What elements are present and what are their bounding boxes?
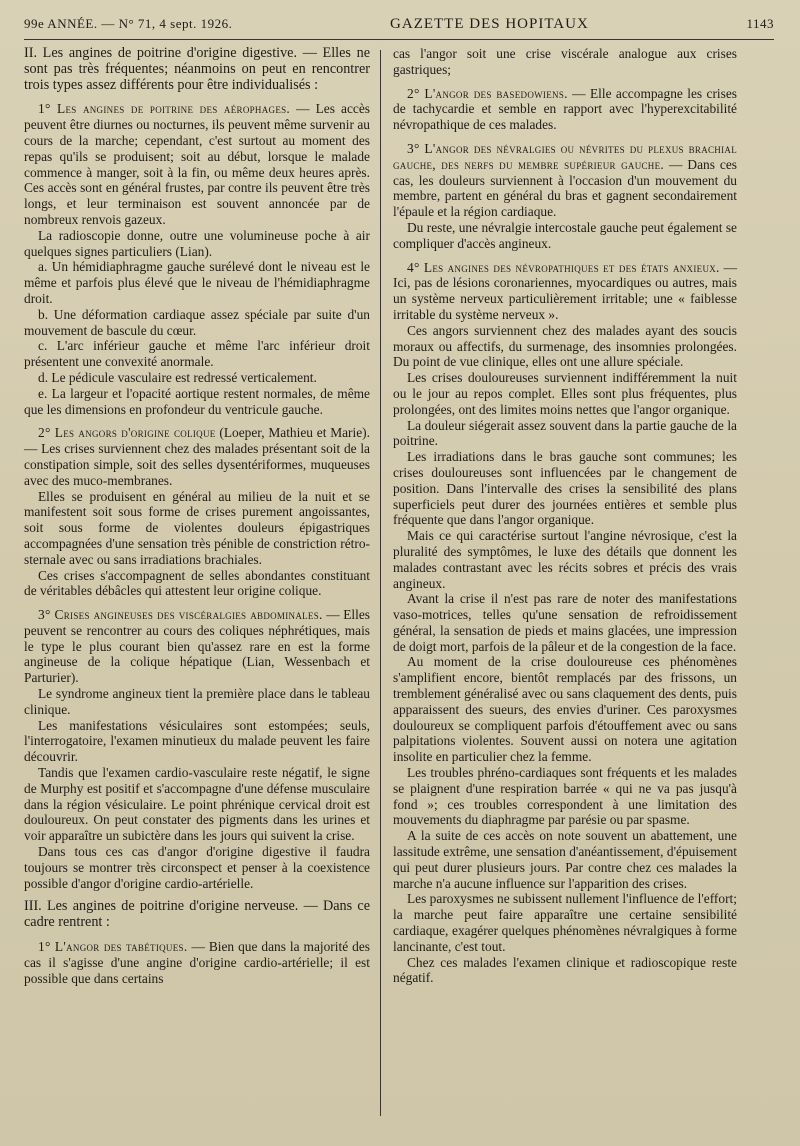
paragraph-text: Elles se produisent en général au milieu de la nuit et se manifestent soit sous forme de crises purement angoissantes, soit sous forme de violentes douleurs épigastriques accompagnées d'une sensation très pénible de constriction rétro-sternale avec ou sans irradiations brachiales. <box>24 488 370 567</box>
left-column <box>24 46 380 1116</box>
section-lead: 4° Les angines des névropathiques et des états anxieux. <box>407 259 720 275</box>
paragraph <box>393 591 737 654</box>
paragraph-text: — Elles peuvent se rencontrer au cours des coliques néphrétiques, mais le type le plus courant bien qu'assez rare en est la forme angineuse de la colique hépatique (Lian, Wessenbach et Parturier). <box>24 607 370 686</box>
paragraph <box>393 765 737 828</box>
paragraph-text: Tandis que l'examen cardio-vasculaire reste négatif, le signe de Murphy est positif et s'accompagne d'une défense musculaire dans la région vésiculaire. Le point phrénique cervical droit est douloureux. On peut constater des pigments dans les urines et voir apparaître un subictère dans les jours qui suivent la crise. <box>24 765 370 844</box>
paragraph <box>393 323 737 370</box>
paragraph <box>24 307 370 339</box>
journal-title: GAZETTE DES HOPITAUX <box>390 16 589 32</box>
paragraph <box>393 141 737 220</box>
paragraph <box>393 528 737 591</box>
section-lead: 1° L'angor des tabétiques. <box>38 939 188 955</box>
paragraph <box>24 386 370 418</box>
section-lead: 3° L'angor des névralgies ou névrites du plexus brachial gauche, des nerfs du membre supérieur gauche. <box>393 140 737 172</box>
paragraph <box>24 765 370 844</box>
paragraph <box>24 101 370 227</box>
paragraph-text: III. Les angines de poitrine d'origine nerveuse. — Dans ce cadre rentrent : <box>24 898 370 931</box>
paragraph-text: Ces angors surviennent chez des malades ayant des soucis moraux ou affectifs, du surmenage, des insomnies prolongées. Du point de vue clinique, elles ont une allure spéciale. <box>393 322 737 370</box>
paragraph <box>24 939 370 986</box>
paragraph-text: Les troubles phréno-cardiaques sont fréquents et les malades se plaignent d'une respiration barrée « qui ne va pas jusqu'à fond »; ces troubles correspondent à une limitation des mouvements du diaphragme par parésie ou par spasme. <box>393 765 737 828</box>
paragraph-text: c. L'arc inférieur gauche et même l'arc inférieur droit présentent une convexité anormale. <box>24 338 370 370</box>
section-lead: 1° Les angines de poitrine des aérophages. <box>38 101 291 117</box>
paragraph-text: Les manifestations vésiculaires sont estompées; seuls, l'interrogatoire, l'examen minutieux du malade peuvent les faire découvrir. <box>24 717 370 765</box>
paragraph-text: Les irradiations dans le bras gauche sont communes; les crises douloureuses sont influencées par le changement de position. Dans l'intervalle des crises la sensibilité des plans superficiels peut durer des journées entières et semble plus fréquente que dans l'angor organique. <box>393 449 737 528</box>
paragraph-text: Chez ces malades l'examen clinique et radioscopique reste négatif. <box>393 954 737 986</box>
paragraph-text: Les paroxysmes ne subissent nullement l'influence de l'effort; la marche peut faire apparaître une certaine sensibilité cardiaque, exagérer quelques phénomènes névralgiques à forme lancinante, c'est tout. <box>393 891 737 954</box>
text-columns <box>24 46 774 1116</box>
paragraph <box>24 844 370 891</box>
paragraph-text: cas l'angor soit une crise viscérale analogue aux crises gastriques; <box>393 46 737 77</box>
paragraph-text: — Elle accompagne les crises de tachycardie et semble en rapport avec l'hyperexcitabilité névropathique de ces malades. <box>393 85 737 133</box>
paragraph <box>24 46 370 93</box>
paragraph-text: Avant la crise il n'est pas rare de noter des manifestations vaso-motrices, telles qu'une sensation de refroidissement général, la sensation de pieds et mains glacées, une impression de doigt mort, parfois de la pâleur et de la congestion de la face. <box>393 591 737 654</box>
paragraph-text: Les crises douloureuses surviennent indifféremment la nuit ou le jour au repos complet. Elles sont plus fréquentes, plus prolongées, ont des limites moins nettes que l'angor organique. <box>393 370 737 417</box>
paragraph-text: — Bien que dans la majorité des cas il s'agisse d'une angine d'origine cardio-artérielle; il est possible que dans certains <box>24 939 370 986</box>
paragraph <box>393 260 737 323</box>
paragraph <box>24 568 370 600</box>
paragraph-text: — Dans ces cas, les douleurs surviennent à l'occasion d'un mouvement du membre, partent en général du bras et gagnent secondairement l'épaule et la région cardiaque. <box>393 156 737 220</box>
paragraph-text: La douleur siégerait assez souvent dans la partie gauche de la poitrine. <box>393 417 737 449</box>
paragraph-text: Ces crises s'accompagnent de selles abondantes constituant de véritables débâcles qui attestent leur origine colique. <box>24 567 370 599</box>
paragraph <box>24 370 370 386</box>
paragraph <box>393 220 737 252</box>
paragraph <box>393 46 737 78</box>
paragraph-text: Au moment de la crise douloureuse ces phénomènes s'amplifient encore, bientôt remplacés par des frissons, un tremblement généralisé avec ou sans claquement des dents, puis apparaissent des sueurs, des envies d'uriner. Ces paroxysmes douloureux se compliquent parfois d'étouffement avec ou sans palpitations violentes. Souvent aussi on notera une agitation insolite en particulier chez la femme. <box>393 654 737 765</box>
paragraph-text: La radioscopie donne, outre une volumineuse poche à air quelques signes particuliers (Lian). <box>24 227 370 259</box>
paragraph <box>24 425 370 488</box>
paragraph <box>393 654 737 765</box>
paragraph <box>393 449 737 528</box>
section-lead: 2° L'angor des basedowiens. <box>407 85 568 101</box>
paragraph-text: (Loeper, Mathieu et Marie). — Les crises surviennent chez des malades présentant soit de la constipation simple, soit des selles dysentériformes, muqueuses avec des muco-membranes. <box>24 425 370 488</box>
paragraph <box>24 338 370 370</box>
paragraph <box>24 607 370 686</box>
section-lead: 2° Les angors d'origine colique <box>38 425 216 441</box>
issue-info: 99e ANNÉE. — N° 71, 4 sept. 1926. <box>24 16 233 31</box>
paragraph <box>24 718 370 765</box>
paragraph <box>24 899 370 931</box>
paragraph <box>393 891 737 954</box>
paragraph <box>393 828 737 891</box>
section-lead: 3° Crises angineuses des viscéralgies abdominales. <box>38 607 323 623</box>
paragraph-text: Dans tous ces cas d'angor d'origine digestive il faudra toujours se montrer très circonspect et penser à la coexistence possible d'angor d'origine cardio-artérielle. <box>24 844 370 891</box>
running-header <box>24 16 774 40</box>
paragraph <box>393 955 737 987</box>
paragraph-text: Du reste, une névralgie intercostale gauche peut également se compliquer d'accès angineux. <box>393 219 737 251</box>
paragraph <box>24 686 370 718</box>
page-number: 1143 <box>746 16 774 31</box>
paragraph <box>393 418 737 450</box>
paragraph <box>24 259 370 306</box>
paragraph-text: b. Une déformation cardiaque assez spéciale par suite d'un mouvement de bascule du cœur. <box>24 306 370 338</box>
paragraph-text: — Ici, pas de lésions coronariennes, myocardiques ou autres, mais un système nerveux particulièrement irritable; une « faiblesse irritable du système nerveux ». <box>393 259 737 322</box>
paragraph-text: d. Le pédicule vasculaire est redressé verticalement. <box>38 369 317 385</box>
paragraph <box>24 228 370 260</box>
right-column <box>381 46 737 1116</box>
paragraph <box>393 370 737 417</box>
paragraph-text: II. Les angines de poitrine d'origine digestive. — Elles ne sont pas très fréquentes; néanmoins on peut en rencontrer trois types assez différents pour être individualisés : <box>24 45 370 93</box>
paragraph <box>24 489 370 568</box>
paragraph-text: a. Un hémidiaphragme gauche surélevé dont le niveau est le même et parfois plus élevé que le niveau de l'hémidiaphragme droit. <box>24 259 370 306</box>
paragraph-text: Le syndrome angineux tient la première place dans le tableau clinique. <box>24 686 370 717</box>
paragraph-text: Mais ce qui caractérise surtout l'angine névrosique, c'est la pluralité des symptômes, le luxe des détails que donnent les malades contrastant avec les récits sobres et précis des vrais angineux. <box>393 528 737 591</box>
paragraph <box>393 86 737 133</box>
paragraph-text: A la suite de ces accès on note souvent un abattement, une lassitude extrême, une sensation d'anéantissement, d'épuisement qui peut durer plusieurs jours. Par contre chez ces malades la marche n'a aucune influence sur l'apparition des crises. <box>393 828 737 891</box>
paragraph-text: — Les accès peuvent être diurnes ou nocturnes, ils peuvent même survenir au cours de la marche; cependant, c'est surtout au moment des repas qu'ils se produisent; soit au début, lorsque le malade commence à manger, soit à la fin, ou même deux heures après. Ces accès sont en général frustes, par contre ils peuvent être très longs, et leur terminaison est souvent annoncée par de nombreux renvois gazeux. <box>24 101 370 227</box>
paragraph-text: e. La largeur et l'opacité aortique restent normales, de même que les dimensions en profondeur du ventricule gauche. <box>24 385 370 417</box>
